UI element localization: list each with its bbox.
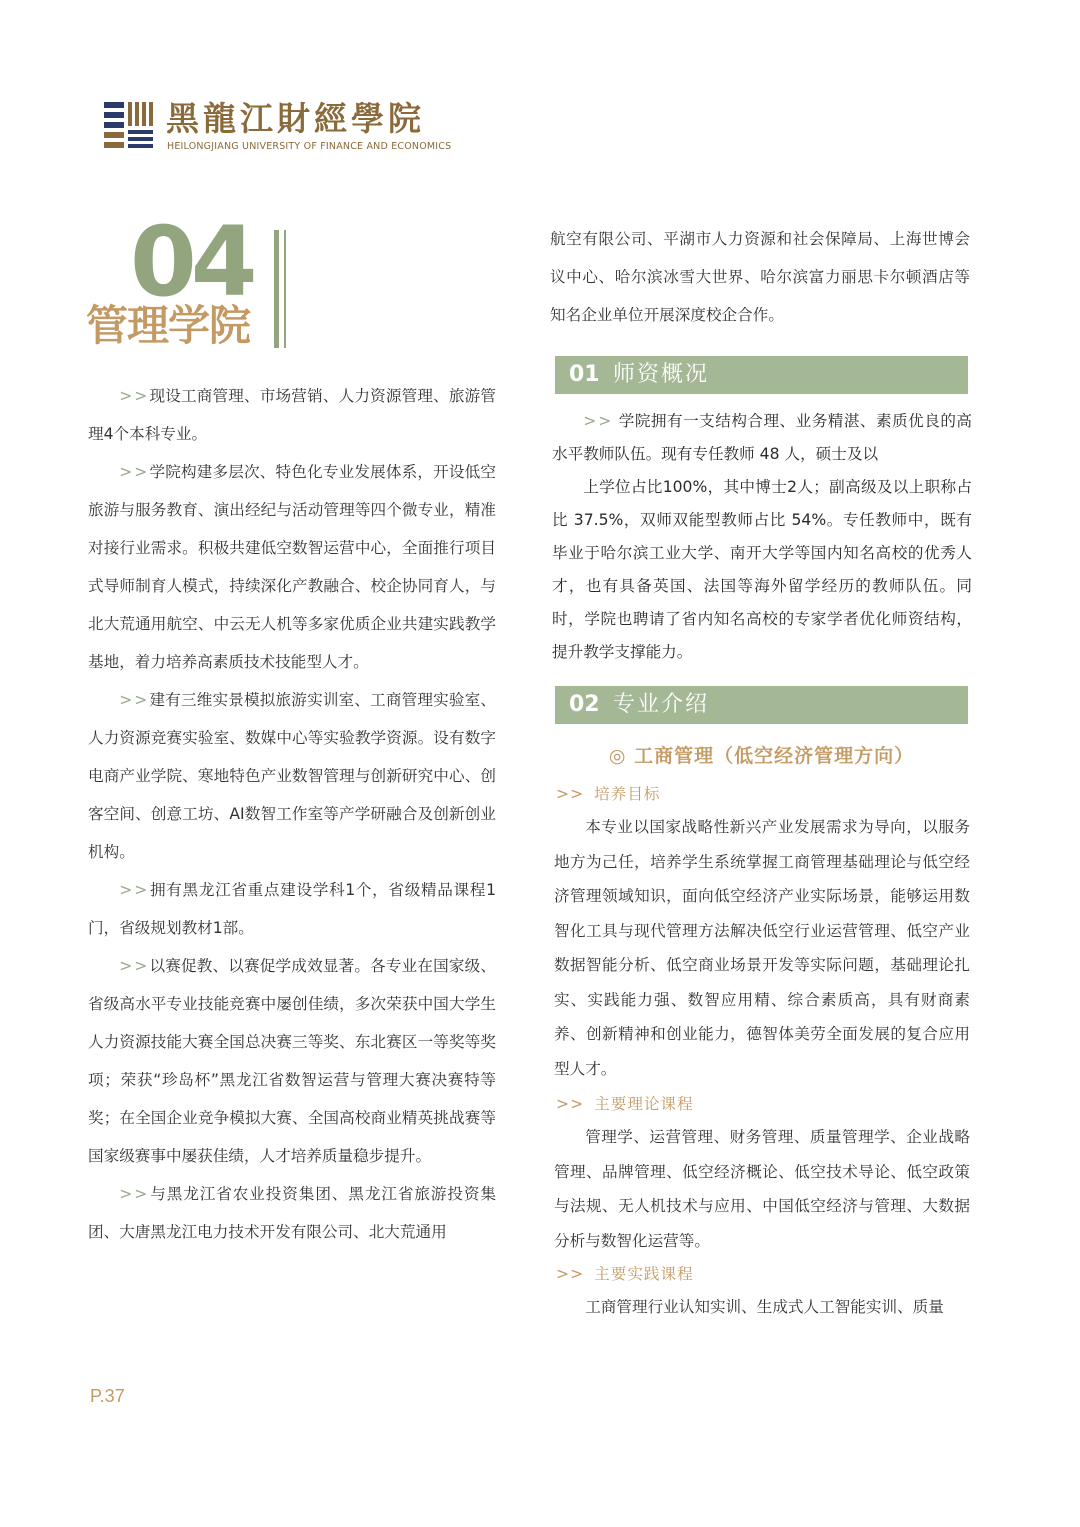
section-header-majors	[555, 686, 968, 724]
subheading-practice-courses: >> 主要实践课程	[556, 1265, 694, 1283]
paragraph: >>学院构建多层次、特色化专业发展体系，开设低空旅游与服务教育、演出经纪与活动管理等四个微专业，精准对接行业需求。积极共建低空数智运营中心，全面推行项目式导师制育人模式，持续深化产教融合、校企协同育人，与北大荒通用航空、中云无人机等多家优质企业共建实践教学基地，着力培养高素质技术技能型人才。	[88, 463, 496, 671]
subheading-objective: >> 培养目标	[556, 785, 661, 803]
paragraph: >>拥有黑龙江省重点建设学科1个，省级精品课程1门，省级规划教材1部。	[88, 881, 496, 937]
section-title: 师资概况	[613, 362, 710, 387]
faculty-overview	[552, 405, 972, 669]
university-logo	[104, 100, 464, 156]
paragraph: >> 学院拥有一支结构合理、业务精湛、素质优良的高水平教师队伍。现有专任教师 48 人，硕士及以	[552, 412, 972, 463]
page-number: P.37	[90, 1386, 125, 1406]
logo-english-name: HEILONGJIANG UNIVERSITY OF FINANCE AND ECONOMICS	[167, 141, 452, 152]
chapter-divider	[274, 230, 279, 348]
section-title: 专业介绍	[613, 692, 710, 717]
paragraph-prefix: >>	[119, 387, 150, 405]
section-header-faculty	[555, 356, 968, 394]
paragraph: >>现设工商管理、市场营销、人力资源管理、旅游管理4个本科专业。	[88, 387, 496, 443]
chapter-number: 04	[130, 206, 252, 318]
paragraph: >>建有三维实景模拟旅游实训室、工商管理实验室、人力资源竞赛实验室、数媒中心等实验教学资源。设有数字电商产业学院、寒地特色产业数智管理与创新研究中心、创客空间、创意工坊、AI数智工作室等产学研融合及创新创业机构。	[88, 691, 496, 861]
major-title: ◎ 工商管理（低空经济管理方向）	[608, 745, 915, 767]
section-number: 02	[569, 692, 600, 717]
paragraph: 上学位占比100%，其中博士2人；副高级及以上职称占比 37.5%，双师双能型教师占比 54%。专任教师中，既有毕业于哈尔滨工业大学、南开大学等国内知名高校的优秀人才，也有具备英国、法国等海外留学经历的教师队伍。同时，学院也聘请了省内知名高校的专家学者优化师资结构，提升教学支撑能力。	[552, 478, 972, 661]
objective-text: 本专业以国家战略性新兴产业发展需求为导向，以服务地方为己任，培养学生系统掌握工商管理基础理论与低空经济管理领域知识，面向低空经济产业实际场景，能够运用数智化工具与现代管理方法解决低空行业运营管理、低空产业数据智能分析、低空商业场景开发等实际问题，基础理论扎实、实践能力强、数智应用精、综合素质高，具有财商素养、创新精神和创业能力，德智体美劳全面发展的复合应用型人才。	[554, 818, 970, 1078]
paragraph: >>以赛促教、以赛促学成效显著。各专业在国家级、省级高水平专业技能竞赛中屡创佳绩，多次荣获中国大学生人力资源技能大赛全国总决赛三等奖、东北赛区一等奖等奖项；荣获“珍岛杯”黑龙江省数智运营与管理大赛决赛特等奖；在全国企业竞争模拟大赛、全国高校商业精英挑战赛等国家级赛事中屡获佳绩，人才培养质量稳步提升。	[88, 957, 496, 1165]
subheading-theory-courses: >> 主要理论课程	[556, 1095, 694, 1113]
paragraph: >>与黑龙江省农业投资集团、黑龙江省旅游投资集团、大唐黑龙江电力技术开发有限公司、北大荒通用	[88, 1185, 496, 1241]
practice-courses-text: 工商管理行业认知实训、生成式人工智能实训、质量	[585, 1298, 944, 1316]
theory-courses-text: 管理学、运营管理、财务管理、质量管理学、企业战略管理、品牌管理、低空经济概论、低空技术导论、低空政策与法规、无人机技术与应用、中国低空经济与管理、大数据分析与数智化运营等。	[554, 1128, 970, 1250]
right-column-continuation: 航空有限公司、平湖市人力资源和社会保障局、上海世博会议中心、哈尔滨冰雪大世界、哈尔滨富力丽思卡尔顿酒店等知名企业单位开展深度校企合作。	[550, 230, 970, 324]
logo-chinese-name: 黑龍江財經學院	[166, 99, 425, 138]
left-column	[88, 377, 496, 1251]
university-emblem-icon	[104, 100, 156, 152]
section-number: 01	[569, 362, 600, 387]
chapter-title: 管理学院	[86, 301, 251, 350]
chapter-divider-thin	[284, 230, 286, 348]
